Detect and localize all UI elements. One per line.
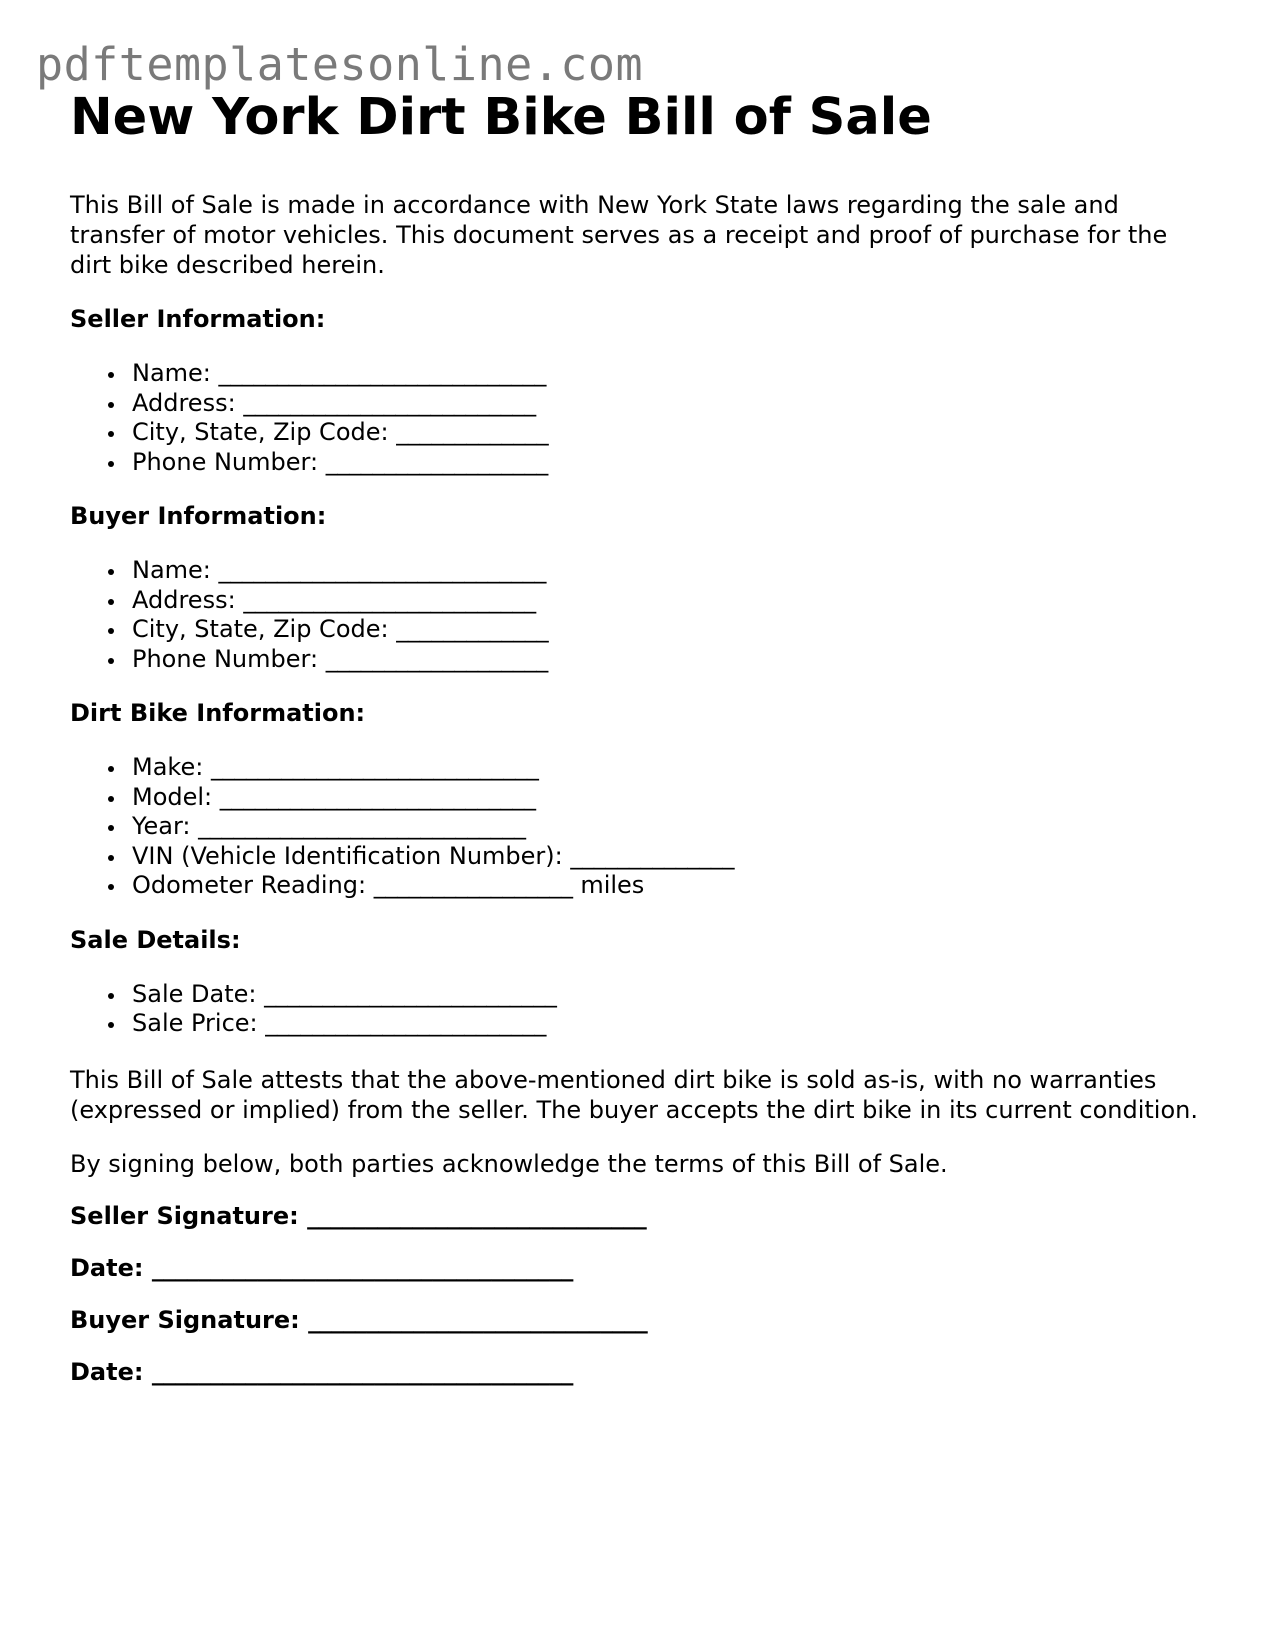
- buyer-name-field[interactable]: [132, 556, 1220, 586]
- watermark-text: pdftemplatesonline.com: [36, 38, 644, 91]
- bike-model-field[interactable]: [132, 783, 1220, 813]
- date-blank[interactable]: ____________________________________: [151, 1253, 574, 1282]
- odometer-unit: miles: [580, 871, 645, 899]
- document-title: New York Dirt Bike Bill of Sale: [70, 88, 932, 147]
- field-label: Model:: [132, 782, 213, 811]
- fill-blank[interactable]: ____________________________: [198, 812, 526, 840]
- sale-fields-list: [70, 980, 1220, 1039]
- fill-blank[interactable]: ____________________________: [218, 556, 547, 584]
- seller-phone-field[interactable]: [132, 448, 1220, 478]
- fill-blank[interactable]: ___________________: [325, 644, 548, 673]
- seller-fields-list: [70, 359, 1220, 477]
- field-label: City, State, Zip Code:: [132, 418, 389, 446]
- seller-date-line[interactable]: [70, 1253, 1220, 1283]
- acknowledgement-paragraph: By signing below, both parties acknowledge the terms of this Bill of Sale.: [70, 1149, 948, 1178]
- bill-of-sale-document: [70, 86, 1220, 1387]
- fill-blank[interactable]: _________________________: [264, 979, 557, 1008]
- signature-label: Buyer Signature:: [70, 1305, 300, 1334]
- date-label: Date:: [70, 1253, 144, 1282]
- field-label: Name:: [132, 359, 211, 387]
- date-label: Date:: [70, 1357, 144, 1386]
- fill-blank[interactable]: ___________________: [325, 447, 548, 476]
- seller-city-state-zip-field[interactable]: [132, 418, 1220, 448]
- field-label: Sale Price:: [132, 1009, 258, 1037]
- buyer-fields-list: [70, 556, 1220, 674]
- intro-paragraph: This Bill of Sale is made in accordance with New York State laws regarding the sale and transfer of motor vehicles. This document serves as a receipt and proof of purchase for the dirt bike described herein.: [70, 191, 1168, 279]
- seller-address-field[interactable]: [132, 389, 1220, 419]
- as-is-paragraph: This Bill of Sale attests that the above-mentioned dirt bike is sold as-is, with no warranties (expressed or implied) from the seller. The buyer accepts the dirt bike in its current condition.: [70, 1065, 1198, 1124]
- field-label: VIN (Vehicle Identification Number):: [132, 841, 563, 870]
- buyer-signature-line[interactable]: [70, 1305, 1220, 1335]
- date-blank[interactable]: ____________________________________: [151, 1357, 574, 1386]
- sale-date-field[interactable]: [132, 980, 1220, 1010]
- field-label: Address:: [132, 388, 236, 417]
- field-label: Address:: [132, 585, 236, 614]
- signature-blank[interactable]: _____________________________: [308, 1305, 648, 1334]
- bike-section-heading: Dirt Bike Information:: [70, 699, 366, 727]
- signature-label: Seller Signature:: [70, 1201, 299, 1230]
- bike-vin-field[interactable]: [132, 842, 1220, 872]
- field-label: Sale Date:: [132, 979, 257, 1008]
- sale-price-field[interactable]: [132, 1009, 1220, 1039]
- fill-blank[interactable]: ______________: [570, 841, 735, 870]
- fill-blank[interactable]: _________________________: [243, 585, 536, 614]
- sale-section-heading: Sale Details:: [70, 925, 241, 954]
- buyer-city-state-zip-field[interactable]: [132, 615, 1220, 645]
- field-label: Make:: [132, 753, 204, 781]
- field-label: City, State, Zip Code:: [132, 615, 389, 643]
- seller-signature-line[interactable]: [70, 1201, 1220, 1231]
- fill-blank[interactable]: _________________: [373, 871, 573, 899]
- field-label: Phone Number:: [132, 447, 319, 476]
- bike-fields-list: [70, 753, 1220, 901]
- fill-blank[interactable]: _____________: [396, 615, 549, 643]
- bike-make-field[interactable]: [132, 753, 1220, 783]
- fill-blank[interactable]: ___________________________: [219, 782, 536, 811]
- signature-blank[interactable]: _____________________________: [307, 1201, 647, 1230]
- buyer-date-line[interactable]: [70, 1357, 1220, 1387]
- field-label: Phone Number:: [132, 644, 319, 673]
- field-label: Odometer Reading:: [132, 871, 367, 899]
- bike-odometer-field[interactable]: [132, 871, 1220, 901]
- fill-blank[interactable]: ____________________________: [210, 753, 539, 781]
- seller-section-heading: Seller Information:: [70, 305, 326, 333]
- fill-blank[interactable]: _________________________: [243, 388, 536, 417]
- fill-blank[interactable]: ____________________________: [218, 359, 547, 387]
- buyer-phone-field[interactable]: [132, 645, 1220, 675]
- fill-blank[interactable]: ________________________: [265, 1009, 547, 1037]
- field-label: Name:: [132, 556, 211, 584]
- bike-year-field[interactable]: [132, 812, 1220, 842]
- seller-name-field[interactable]: [132, 359, 1220, 389]
- buyer-address-field[interactable]: [132, 586, 1220, 616]
- field-label: Year:: [132, 812, 191, 840]
- fill-blank[interactable]: _____________: [396, 418, 549, 446]
- buyer-section-heading: Buyer Information:: [70, 502, 327, 530]
